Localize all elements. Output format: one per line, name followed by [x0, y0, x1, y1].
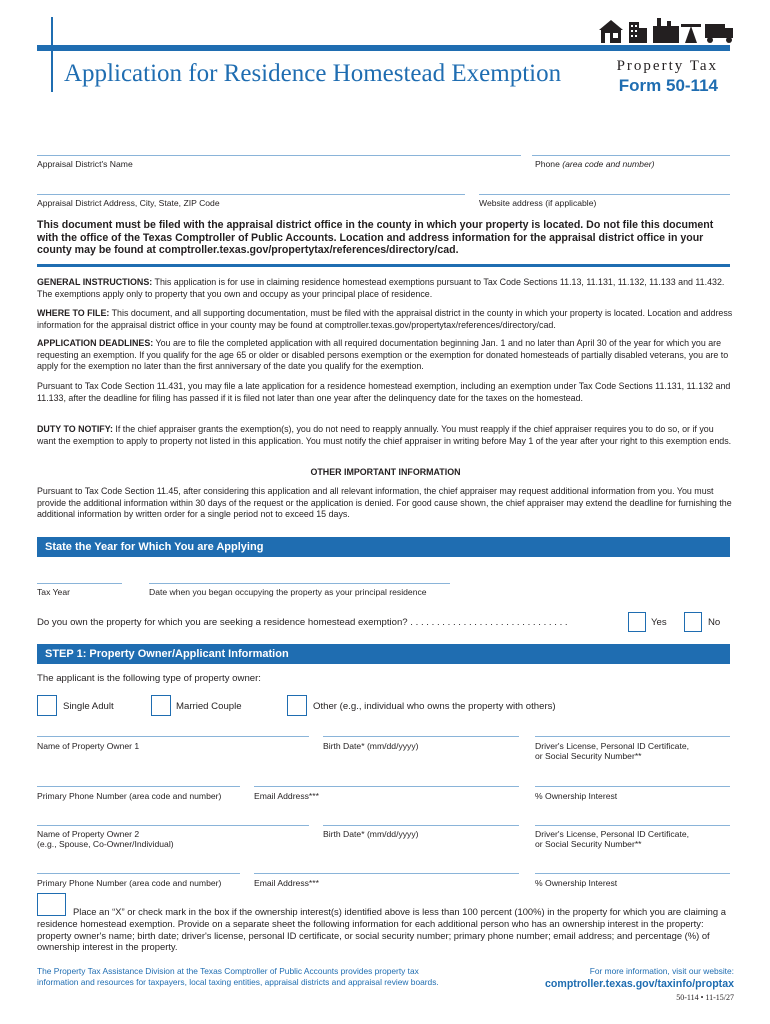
step1-heading: STEP 1: Property Owner/Applicant Information: [37, 644, 730, 664]
district-phone-field[interactable]: [532, 155, 730, 156]
duty-to-notify: DUTY TO NOTIFY: If the chief appraiser grants the exemption(s), you do not need to reapply annually. You must reapply if the chief appraiser requires you to do so, or if you want the exemption to apply to property not listed in this application. You must notify the chief appraiser in writing before May 1 of the year after your right to this exemption ends.: [37, 424, 732, 446]
married-couple-label: Married Couple: [176, 701, 242, 712]
district-website-label: Website address (if applicable): [479, 198, 597, 208]
own-yes-label: Yes: [651, 617, 667, 628]
owner2-phone-field[interactable]: [37, 873, 240, 874]
district-website-field[interactable]: [479, 194, 730, 195]
owner1-email-label: Email Address***: [254, 791, 319, 801]
district-name-label: Appraisal District's Name: [37, 159, 133, 169]
tax-year-field[interactable]: [37, 583, 122, 584]
header-vertical-rule: [51, 17, 53, 92]
where-to-file: WHERE TO FILE: This document, and all supporting documentation, must be filed with the appraisal district in the county in which your property is located. Location and address information for the appraisal district office in your county may be found at comptroller.texas.gov/propertytax/references/directory/cad.: [37, 308, 733, 330]
own-property-question: Do you own the property for which you are seeking a residence homestead exemption? . . . . . . . . . . . . . . . . . . . . . . . . . . . . . .: [37, 617, 568, 628]
other-info-text: Pursuant to Tax Code Section 11.45, after considering this application and all relevant information, the chief appraiser may request additional information from you. You must provide the additional information within 30 days of the request or the application is denied. For good cause shown, the chief appraiser may extend the deadline for furnishing the additional information by written order for a single period not to exceed 15 days.: [37, 486, 732, 520]
owner2-birth-label: Birth Date* (mm/dd/yyyy): [323, 829, 419, 839]
general-instructions: GENERAL INSTRUCTIONS: This application is for use in claiming residence homestead exemptions pursuant to Tax Code Sections 11.13, 11.131, 11.132, 11.133 and 11.432. The exemptions apply only to property that you own and occupy as your principal place of residence.: [37, 277, 725, 299]
owner1-birth-label: Birth Date* (mm/dd/yyyy): [323, 741, 419, 751]
occupy-date-label: Date when you began occupying the property as your principal residence: [149, 587, 427, 597]
owner-type-intro: The applicant is the following type of property owner:: [37, 673, 261, 684]
property-types-icon: [595, 16, 735, 44]
other-owner-label: Other (e.g., individual who owns the property with others): [313, 701, 556, 712]
partial-ownership-text: Place an “X” or check mark in the box if the ownership interest(s) identified above is less than 100 percent (100%) in the property for which you are claiming a residence homestead exemption. Provide on a separate sheet the following information for each additional person who has an ownership interest in the property: property owner's name; birth date; driver's license, personal ID certificate, or social security number; primary phone number; email address; and percentage (%) of ownership interest in the property.: [37, 906, 726, 953]
owner1-ownership-field[interactable]: [535, 786, 730, 787]
owner2-birth-field[interactable]: [323, 825, 519, 826]
footer-website-prompt: For more information, visit our website:: [589, 966, 734, 976]
owner1-ownership-label: % Ownership Interest: [535, 791, 618, 801]
footer-website-link[interactable]: comptroller.texas.gov/taxinfo/proptax: [545, 978, 734, 990]
owner1-email-field[interactable]: [254, 786, 519, 787]
footer-info-line-1: The Property Tax Assistance Division at the Texas Comptroller of Public Accounts provides property tax: [37, 966, 419, 976]
other-owner-checkbox[interactable]: [287, 695, 307, 716]
occupy-date-field[interactable]: [149, 583, 450, 584]
owner2-license-label: Driver's License, Personal ID Certificate,: [535, 829, 689, 839]
form-title: Application for Residence Homestead Exemption: [64, 60, 562, 87]
section-divider: [37, 264, 730, 267]
single-adult-label: Single Adult: [63, 701, 114, 712]
form-revision-code: 50-114 • 11-15/27: [676, 993, 734, 1002]
district-phone-label: Phone (area code and number): [535, 159, 655, 169]
owner2-email-label: Email Address***: [254, 878, 319, 888]
married-couple-checkbox[interactable]: [151, 695, 171, 716]
application-deadlines: APPLICATION DEADLINES: You are to file the completed application with all required documentation beginning Jan. 1 and no later than April 30 of the year for which you are requesting an exemption. If you qualify for the age 65 or older or disabled persons exemption or the exemption for donated homesteads of partially disabled veterans, you are to apply for the exemption no later than the first anniversary of the date you qualify for the exemption.: [37, 338, 729, 372]
owner1-name-label: Name of Property Owner 1: [37, 741, 140, 751]
late-application: Pursuant to Tax Code Section 11.431, you may file a late application for a residence homestead exemption, including an exemption under Tax Code Sections 11.131, 11.132 and 11.133, after the deadline for filing has passed if it is filed not later than one year after the delinquency date for the taxes on the homestead.: [37, 381, 731, 403]
header-bar: [37, 45, 730, 51]
footer-division-info: [37, 966, 439, 988]
footer-info-line-2: information and resources for taxpayers, local taxing entities, appraisal districts and appraisal review boards.: [37, 977, 439, 988]
owner2-name-label-2: (e.g., Spouse, Co-Owner/Individual): [37, 839, 174, 849]
filing-notice: This document must be filed with the appraisal district office in the county in which your property is located. Do not file this document with the office of the Texas Comptroller of Public Accounts. Location and address information for the appraisal district office in your county may be found at comptroller.texas.gov/propertytax/references/directory/cad.: [37, 219, 714, 256]
owner1-license-label: Driver's License, Personal ID Certificate,: [535, 741, 689, 751]
single-adult-checkbox[interactable]: [37, 695, 57, 716]
owner2-email-field[interactable]: [254, 873, 519, 874]
owner1-license-field[interactable]: [535, 736, 730, 737]
own-yes-checkbox[interactable]: [628, 612, 646, 632]
other-info-heading: OTHER IMPORTANT INFORMATION: [310, 467, 461, 477]
own-no-checkbox[interactable]: [684, 612, 702, 632]
district-name-field[interactable]: [37, 155, 521, 156]
owner1-phone-field[interactable]: [37, 786, 240, 787]
owner2-name-label: Name of Property Owner 2: [37, 829, 140, 839]
owner2-ownership-label: % Ownership Interest: [535, 878, 618, 888]
form-category: Property Tax: [616, 58, 718, 74]
district-address-label: Appraisal District Address, City, State, ZIP Code: [37, 198, 220, 208]
owner2-ownership-field[interactable]: [535, 873, 730, 874]
year-section-heading: State the Year for Which You are Applying: [37, 537, 730, 557]
owner2-name-field[interactable]: [37, 825, 309, 826]
owner1-name-field[interactable]: [37, 736, 309, 737]
district-address-field[interactable]: [37, 194, 465, 195]
tax-year-label: Tax Year: [37, 587, 70, 597]
owner1-phone-label: Primary Phone Number (area code and number): [37, 791, 222, 801]
form-number: Form 50-114: [618, 76, 718, 95]
owner2-license-label-2: or Social Security Number**: [535, 839, 642, 849]
own-no-label: No: [708, 617, 721, 628]
owner1-birth-field[interactable]: [323, 736, 519, 737]
owner2-license-field[interactable]: [535, 825, 730, 826]
owner1-license-label-2: or Social Security Number**: [535, 751, 642, 761]
owner2-phone-label: Primary Phone Number (area code and number): [37, 878, 222, 888]
